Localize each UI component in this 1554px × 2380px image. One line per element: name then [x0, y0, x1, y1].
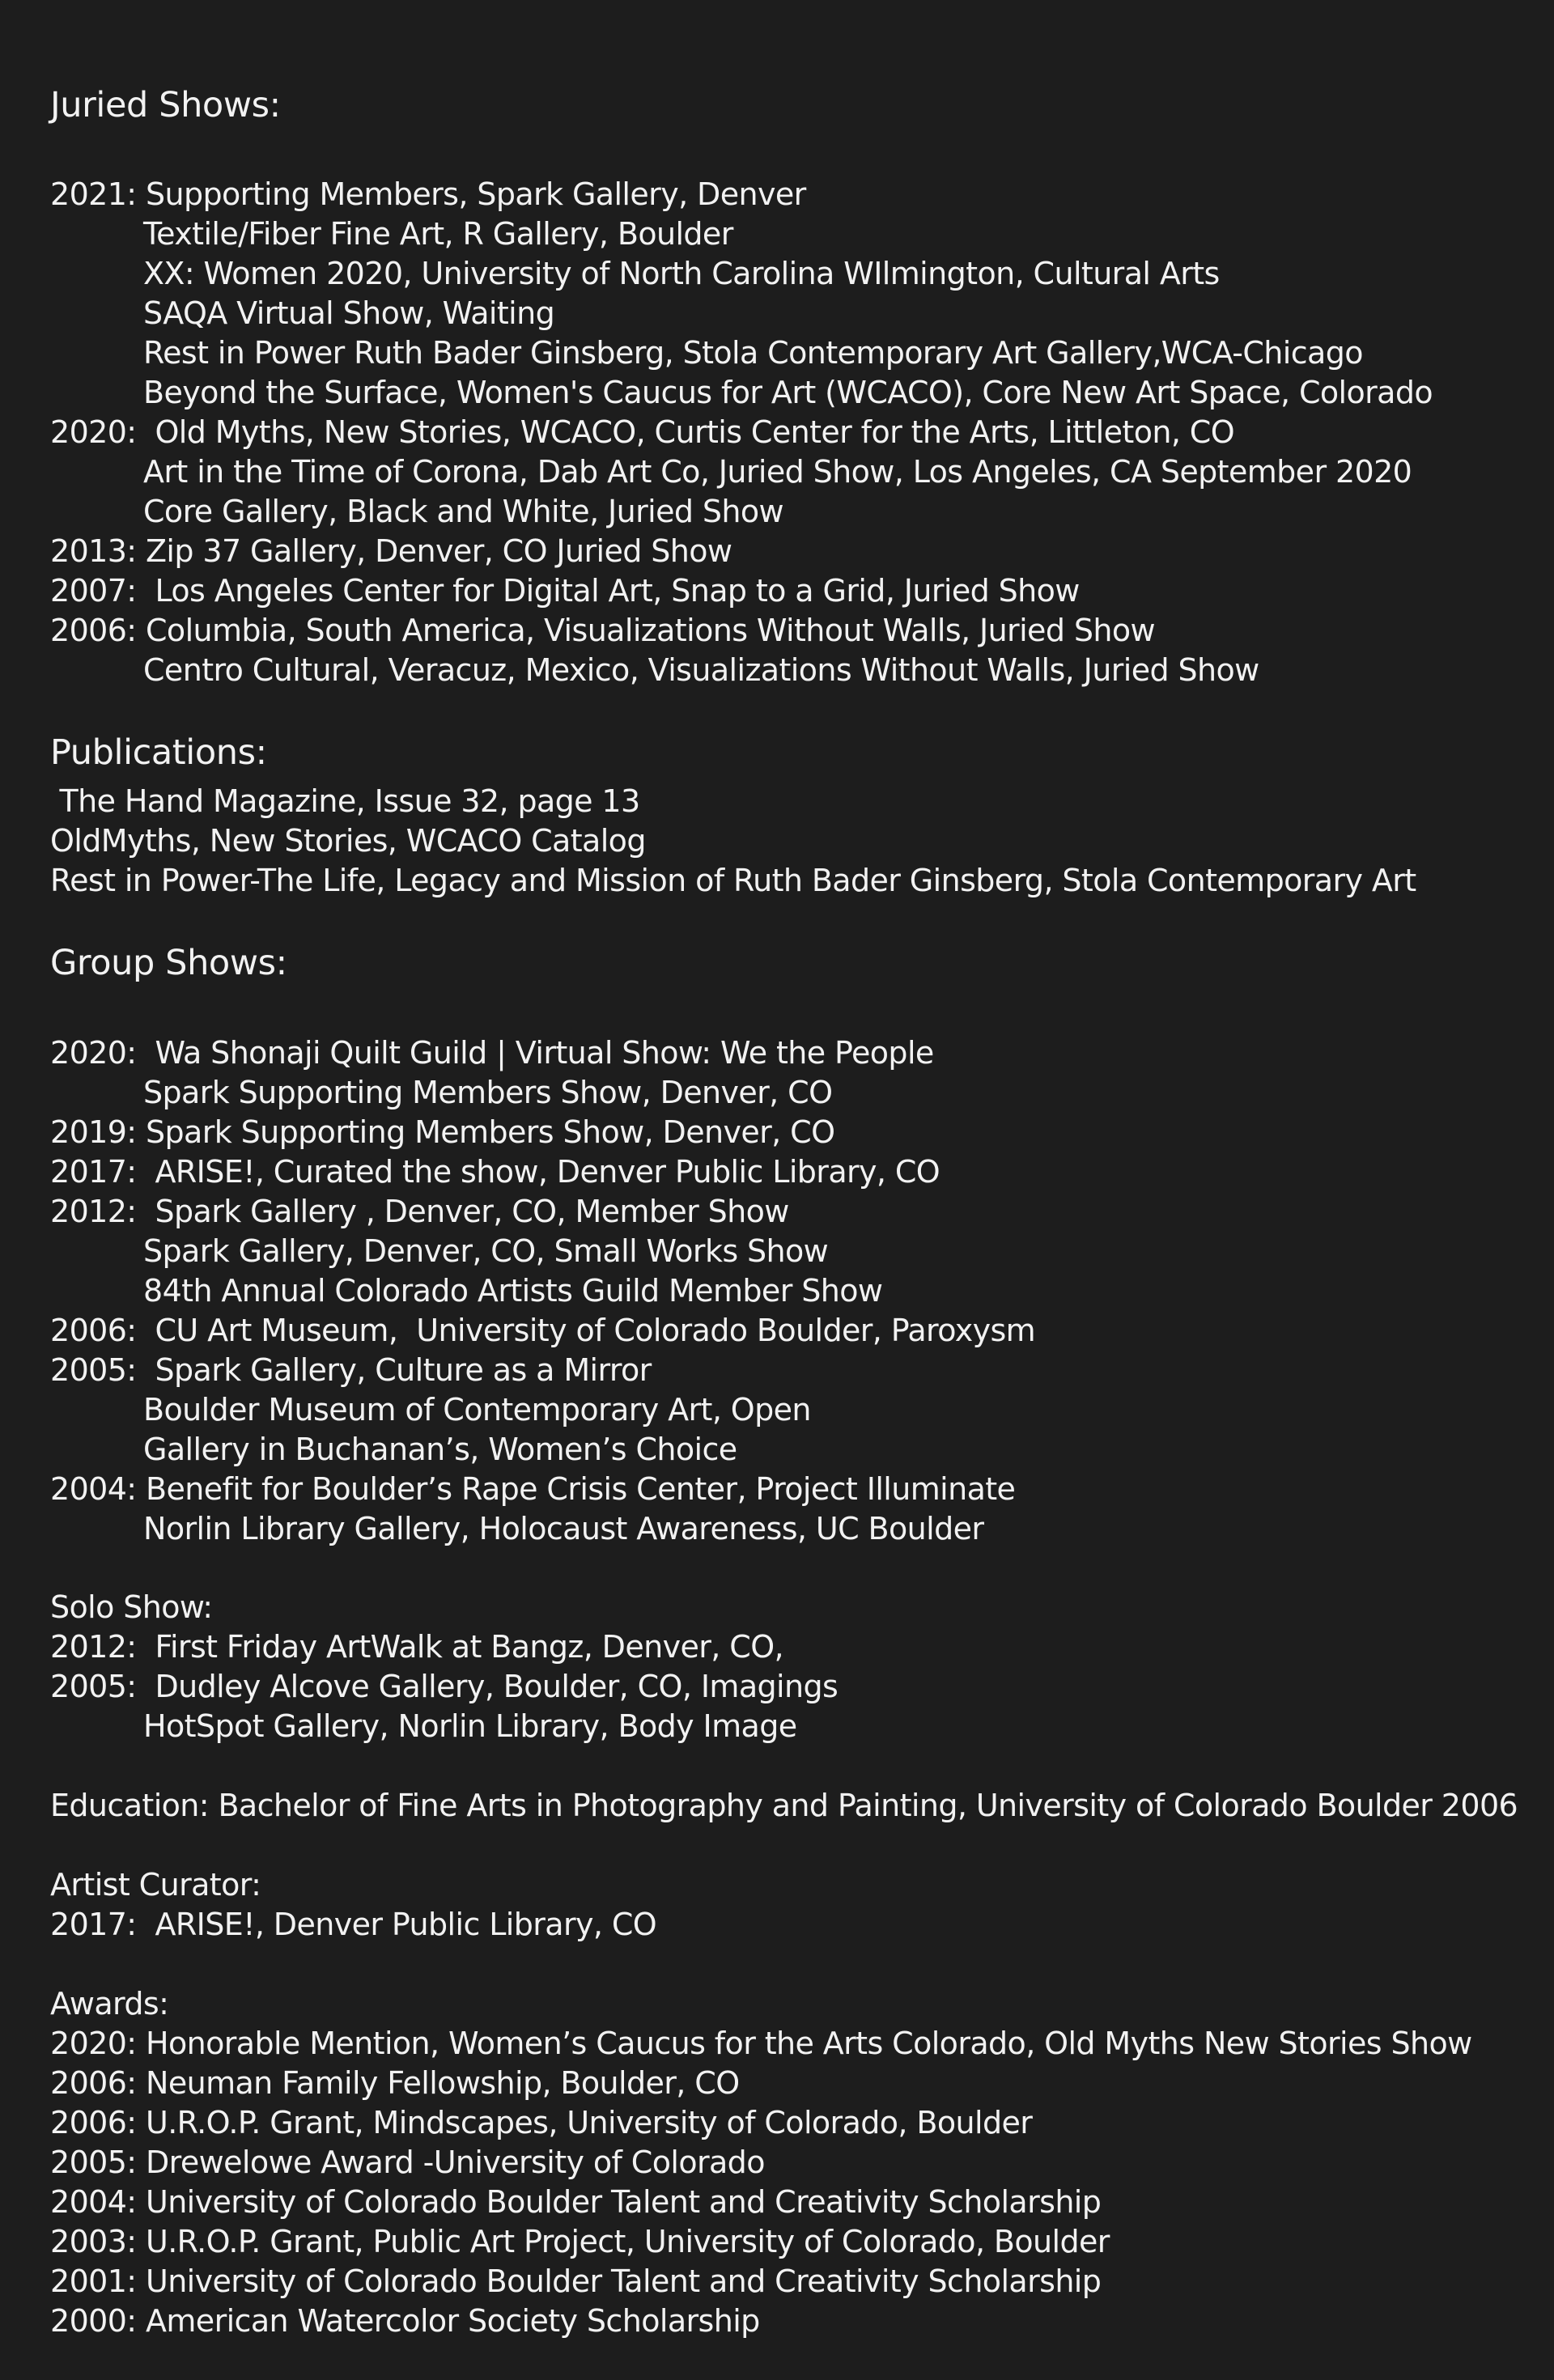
group-entry: Spark Gallery, Denver, CO, Small Works Show — [143, 1233, 829, 1269]
group-shows-heading: Group Shows: — [50, 943, 287, 983]
group-entry: 2006: CU Art Museum, University of Colorado Boulder, Paroxysm — [50, 1313, 1036, 1348]
group-entry: Boulder Museum of Contemporary Art, Open — [143, 1392, 811, 1428]
juried-entry: Textile/Fiber Fine Art, R Gallery, Boulder — [143, 216, 733, 252]
group-entry: 2005: Spark Gallery, Culture as a Mirror — [50, 1352, 652, 1388]
group-entry: 2004: Benefit for Boulder’s Rape Crisis Center, Project Illuminate — [50, 1471, 1016, 1507]
award-entry: 2003: U.R.O.P. Grant, Public Art Project, University of Colorado, Boulder — [50, 2224, 1110, 2259]
juried-entry: XX: Women 2020, University of North Carolina WIlmington, Cultural Arts — [143, 256, 1220, 291]
award-entry: 2006: U.R.O.P. Grant, Mindscapes, University of Colorado, Boulder — [50, 2105, 1033, 2140]
group-entry: 2012: Spark Gallery , Denver, CO, Member Show — [50, 1194, 789, 1229]
publication-entry: The Hand Magazine, Issue 32, page 13 — [50, 783, 640, 819]
group-entry: 2017: ARISE!, Curated the show, Denver Public Library, CO — [50, 1154, 940, 1190]
juried-entry: Rest in Power Ruth Bader Ginsberg, Stola Contemporary Art Gallery,WCA-Chicago — [143, 335, 1363, 371]
juried-entry: 2006: Columbia, South America, Visualizations Without Walls, Juried Show — [50, 613, 1155, 648]
juried-entry: Art in the Time of Corona, Dab Art Co, Juried Show, Los Angeles, CA September 2020 — [143, 454, 1412, 490]
juried-entry: Core Gallery, Black and White, Juried Show — [143, 494, 784, 529]
group-entry: 84th Annual Colorado Artists Guild Member Show — [143, 1273, 883, 1309]
publication-entry: OldMyths, New Stories, WCACO Catalog — [50, 823, 646, 859]
juried-entry: 2021: Supporting Members, Spark Gallery, Denver — [50, 176, 806, 212]
juried-entry: Centro Cultural, Veracuz, Mexico, Visualizations Without Walls, Juried Show — [143, 652, 1259, 688]
education-line: Education: Bachelor of Fine Arts in Photography and Painting, University of Colorado Boulder 2006 — [50, 1788, 1518, 1823]
publication-entry: Rest in Power-The Life, Legacy and Mission of Ruth Bader Ginsberg, Stola Contemporary Art — [50, 863, 1416, 898]
juried-entry: 2007: Los Angeles Center for Digital Art, Snap to a Grid, Juried Show — [50, 573, 1080, 609]
juried-entry: 2020: Old Myths, New Stories, WCACO, Curtis Center for the Arts, Littleton, CO — [50, 414, 1235, 450]
solo-show-heading: Solo Show: — [50, 1589, 213, 1625]
publications-heading: Publications: — [50, 732, 267, 773]
artist-curator-heading: Artist Curator: — [50, 1867, 261, 1903]
awards-heading: Awards: — [50, 1986, 169, 2022]
group-entry: 2019: Spark Supporting Members Show, Denver, CO — [50, 1114, 835, 1150]
group-entry: Spark Supporting Members Show, Denver, CO — [143, 1075, 833, 1110]
juried-entry: SAQA Virtual Show, Waiting — [143, 295, 555, 331]
juried-shows-heading: Juried Shows: — [50, 85, 281, 125]
solo-entry: HotSpot Gallery, Norlin Library, Body Image — [143, 1708, 797, 1744]
award-entry: 2006: Neuman Family Fellowship, Boulder, CO — [50, 2065, 740, 2101]
award-entry: 2005: Drewelowe Award -University of Colorado — [50, 2145, 765, 2180]
curator-entry: 2017: ARISE!, Denver Public Library, CO — [50, 1907, 657, 1942]
juried-entry: Beyond the Surface, Women's Caucus for Art (WCACO), Core New Art Space, Colorado — [143, 375, 1433, 410]
solo-entry: 2012: First Friday ArtWalk at Bangz, Denver, CO, — [50, 1629, 783, 1665]
group-entry: Gallery in Buchanan’s, Women’s Choice — [143, 1432, 737, 1467]
award-entry: 2000: American Watercolor Society Scholarship — [50, 2303, 760, 2339]
group-entry: Norlin Library Gallery, Holocaust Awareness, UC Boulder — [143, 1511, 984, 1546]
juried-entry: 2013: Zip 37 Gallery, Denver, CO Juried Show — [50, 533, 732, 569]
group-entry: 2020: Wa Shonaji Quilt Guild | Virtual Show: We the People — [50, 1035, 934, 1071]
solo-entry: 2005: Dudley Alcove Gallery, Boulder, CO, Imagings — [50, 1669, 839, 1704]
award-entry: 2004: University of Colorado Boulder Talent and Creativity Scholarship — [50, 2184, 1102, 2220]
award-entry: 2020: Honorable Mention, Women’s Caucus for the Arts Colorado, Old Myths New Stories Show — [50, 2026, 1472, 2061]
award-entry: 2001: University of Colorado Boulder Talent and Creativity Scholarship — [50, 2263, 1102, 2299]
